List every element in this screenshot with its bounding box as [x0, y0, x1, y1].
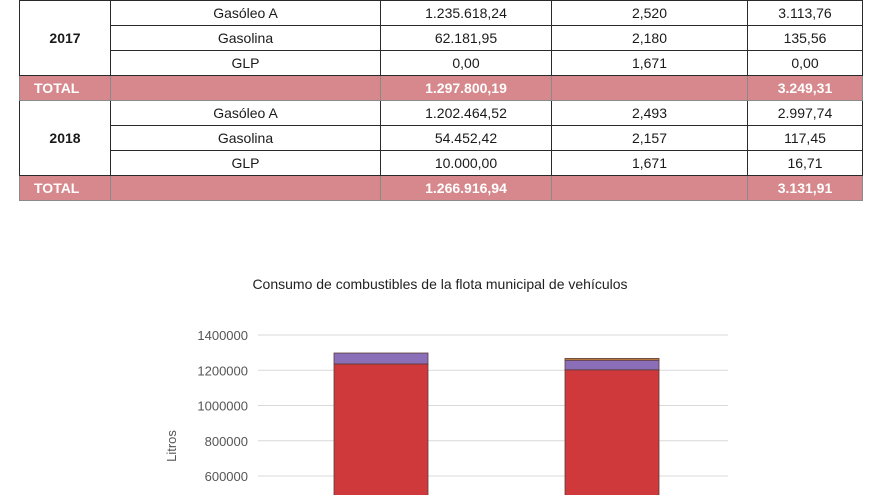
- year-cell: 2018: [20, 101, 111, 176]
- liters-cell: 0,00: [381, 51, 552, 76]
- bar-segment-glp-2018: [565, 358, 659, 360]
- liters-cell: 62.181,95: [381, 26, 552, 51]
- amount-cell: 117,45: [748, 126, 863, 151]
- total-amount-cell: 3.249,31: [748, 76, 863, 101]
- y-tick-label: 600000: [204, 469, 248, 484]
- bar-segment-gasolina-2018: [565, 360, 659, 370]
- price-cell: 2,520: [552, 1, 748, 26]
- y-tick-label: 1000000: [197, 398, 248, 414]
- y-tick-label: 1200000: [197, 363, 248, 379]
- y-tick-label: 1400000: [197, 328, 248, 343]
- y-axis-title: Litros: [164, 430, 179, 462]
- price-cell: 2,493: [552, 101, 748, 126]
- fuel-cell: Gasóleo A: [111, 101, 381, 126]
- price-cell: 2,180: [552, 26, 748, 51]
- total-label: TOTAL: [20, 176, 111, 201]
- bar-segment-gasoleo-2018: [565, 370, 659, 495]
- fuel-cell: Gasóleo A: [111, 1, 381, 26]
- bar-segment-gasolina-2017: [334, 353, 428, 364]
- liters-cell: 1.235.618,24: [381, 1, 552, 26]
- y-tick-label: 800000: [204, 433, 248, 449]
- liters-cell: 10.000,00: [381, 151, 552, 176]
- fuel-cell: GLP: [111, 151, 381, 176]
- fuel-cell: GLP: [111, 51, 381, 76]
- price-cell: 2,157: [552, 126, 748, 151]
- amount-cell: 2.997,74: [748, 101, 863, 126]
- amount-cell: 0,00: [748, 51, 863, 76]
- price-cell: 1,671: [552, 51, 748, 76]
- fuel-cell: Gasolina: [111, 126, 381, 151]
- total-label: TOTAL: [20, 76, 111, 101]
- fuel-cell: Gasolina: [111, 26, 381, 51]
- amount-cell: 16,71: [748, 151, 863, 176]
- chart-title: Consumo de combustibles de la flota municipal de vehículos: [252, 276, 628, 292]
- year-cell: 2017: [20, 1, 111, 76]
- total-liters-cell: 1.266.916,94: [381, 176, 552, 201]
- amount-cell: 3.113,76: [748, 1, 863, 26]
- amount-cell: 135,56: [748, 26, 863, 51]
- liters-cell: 1.202.464,52: [381, 101, 552, 126]
- total-liters-cell: 1.297.800,19: [381, 76, 552, 101]
- price-cell: 1,671: [552, 151, 748, 176]
- bar-segment-gasoleo-2017: [334, 364, 428, 495]
- liters-cell: 54.452,42: [381, 126, 552, 151]
- total-amount-cell: 3.131,91: [748, 176, 863, 201]
